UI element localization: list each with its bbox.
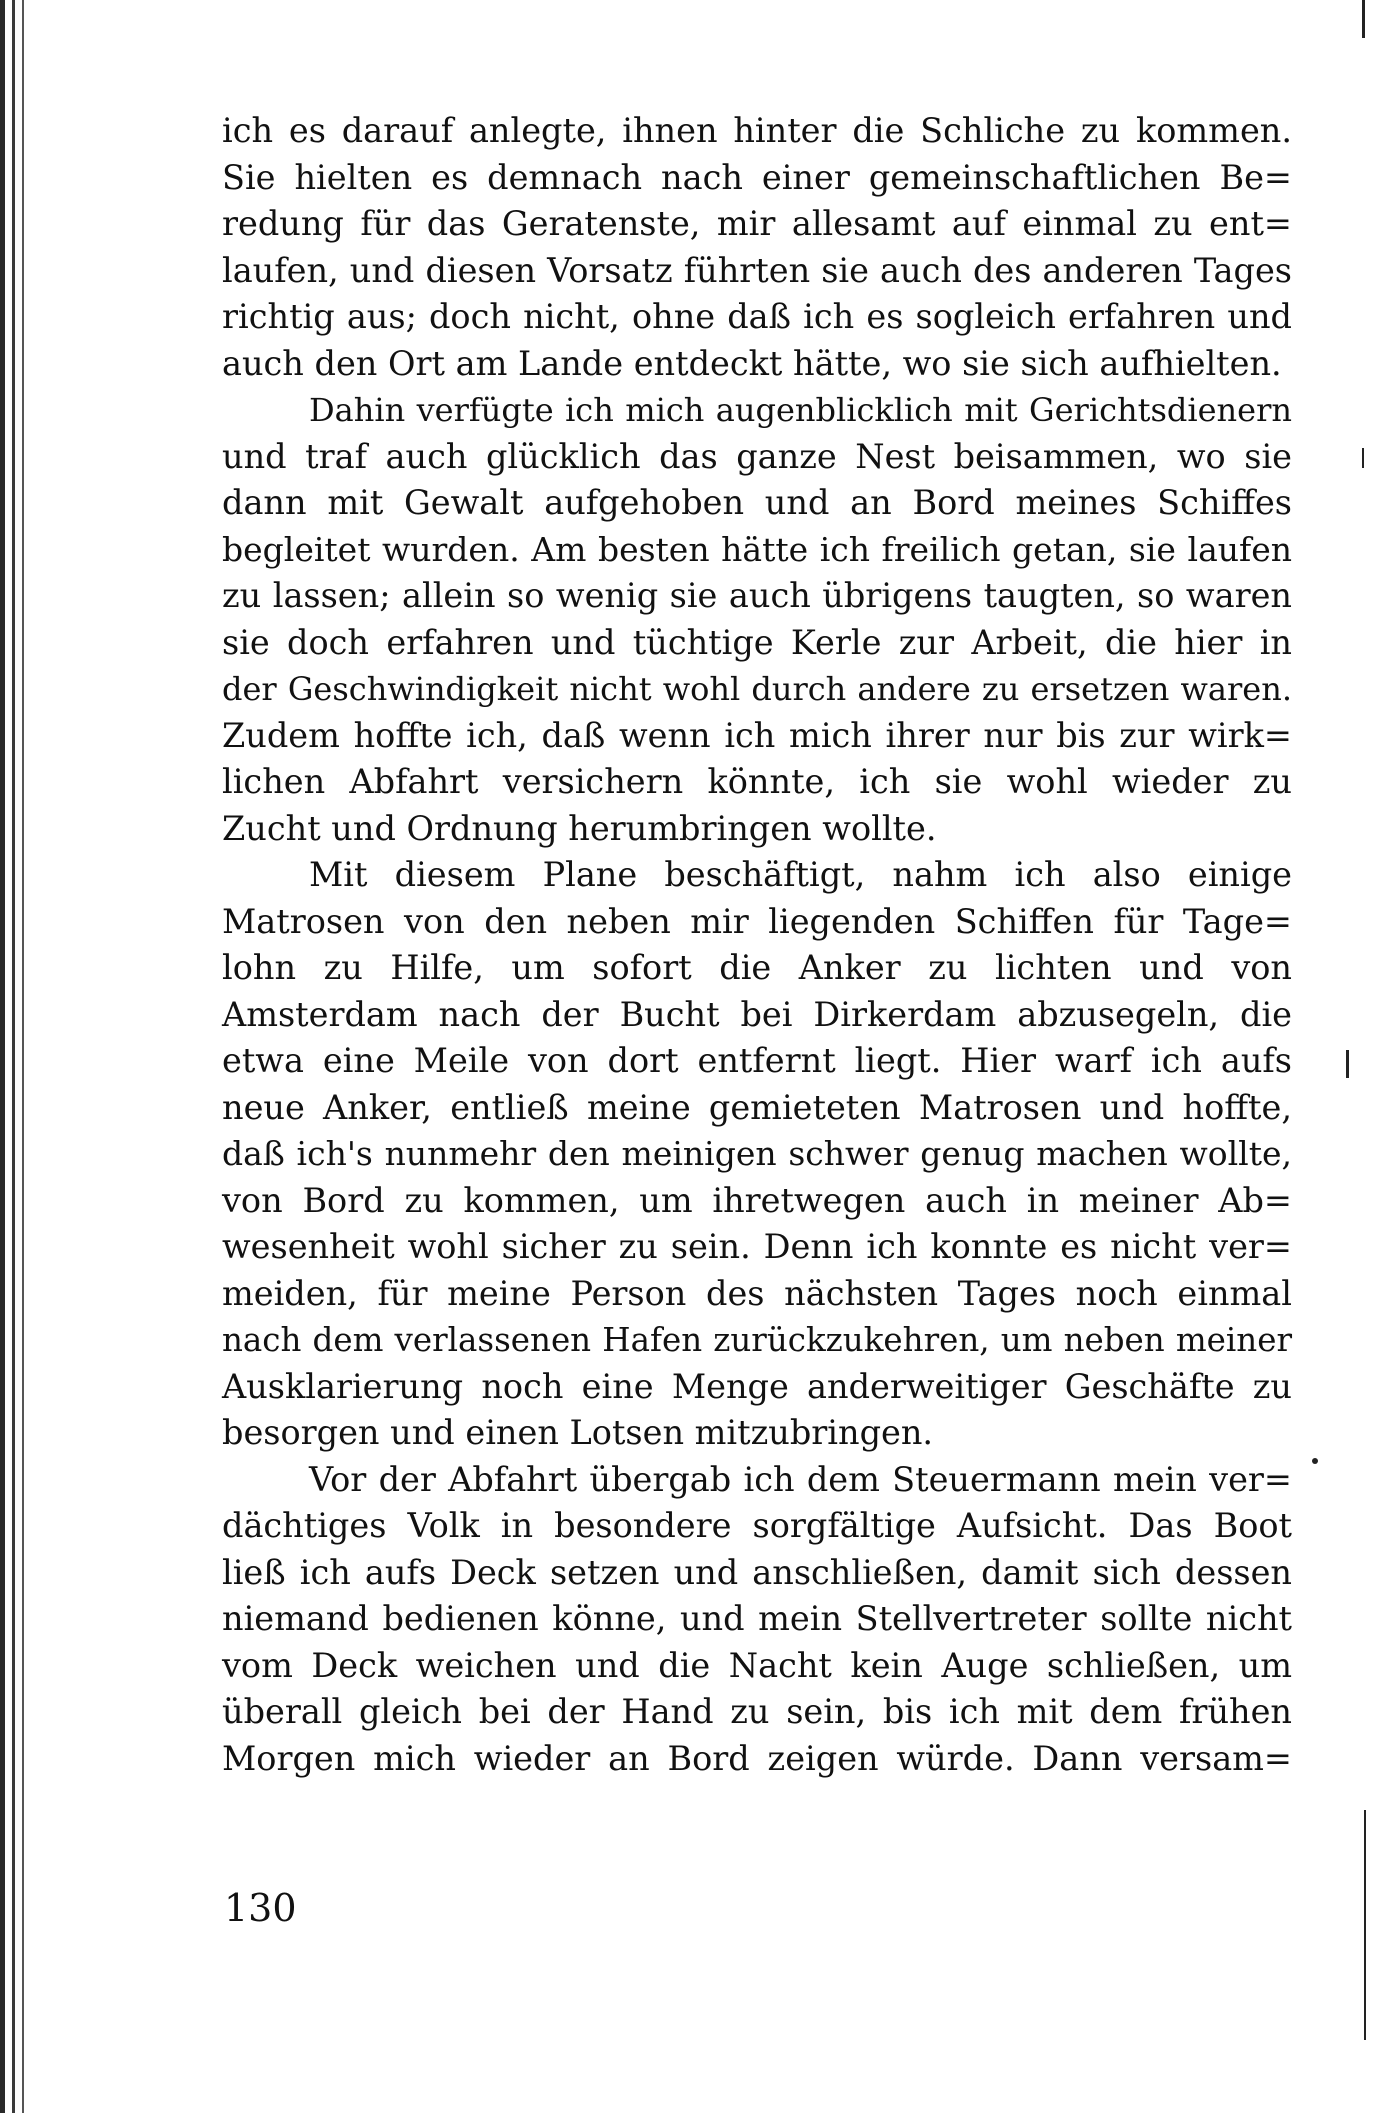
text-line: neue Anker, entließ meine gemieteten Matrosen und hoffte, xyxy=(222,1087,1292,1127)
text-line: und traf auch glücklich das ganze Nest beisammen, wo sie xyxy=(222,436,1292,476)
text-line: von Bord zu kommen, um ihretwegen auch in meiner Ab= xyxy=(222,1180,1292,1220)
text-line: redung für das Geratenste, mir allesamt auf einmal zu ent= xyxy=(222,204,1292,243)
text-line: besorgen und einen Lotsen mitzubringen. xyxy=(222,1413,934,1452)
scan-mark xyxy=(1346,1050,1349,1078)
text-line: nach dem verlassenen Hafen zurückzukehren, um neben meiner xyxy=(222,1321,1292,1359)
text-line: auch den Ort am Lande entdeckt hätte, wo sie sich aufhielten. xyxy=(222,343,1282,383)
text-line: lohn zu Hilfe, um sofort die Anker zu lichten und von xyxy=(222,948,1292,987)
text-line: Mit diesem Plane beschäftigt, nahm ich also einige xyxy=(309,855,1292,894)
text-line: Sie hielten es demnach nach einer gemeinschaftlichen Be= xyxy=(222,157,1292,197)
text-line: dächtiges Volk in besondere sorgfältige Aufsicht. Das Boot xyxy=(222,1506,1292,1545)
text-line: Dahin verfügte ich mich augenblicklich mit Gerichtsdienern xyxy=(309,391,1292,429)
text-line: meiden, für meine Person des nächsten Tages noch einmal xyxy=(222,1273,1292,1313)
text-line: vom Deck weichen und die Nacht kein Auge schließen, um xyxy=(222,1645,1292,1685)
text-line: sie doch erfahren und tüchtige Kerle zur Arbeit, die hier in xyxy=(222,622,1292,662)
scan-mark xyxy=(1312,1458,1318,1464)
text-line: dann mit Gewalt aufgehoben und an Bord meines Schiffes xyxy=(222,483,1292,522)
page-number: 130 xyxy=(224,1886,297,1930)
text-line: Ausklarierung noch eine Menge anderweitiger Geschäfte zu xyxy=(222,1366,1292,1406)
text-line: Amsterdam nach der Bucht bei Dirkerdam abzusegeln, die xyxy=(222,994,1292,1034)
text-line: überall gleich bei der Hand zu sein, bis ich mit dem frühen xyxy=(222,1692,1292,1731)
text-line: Zucht und Ordnung herumbringen wollte. xyxy=(222,808,937,848)
text-line: richtig aus; doch nicht, ohne daß ich es sogleich erfahren und xyxy=(222,297,1292,336)
text-line: etwa eine Meile von dort entfernt liegt. Hier warf ich aufs xyxy=(222,1041,1292,1080)
book-binding-edge xyxy=(0,0,46,2113)
text-line: ich es darauf anlegte, ihnen hinter die Schliche zu kommen. xyxy=(222,111,1292,150)
text-line: lichen Abfahrt versichern könnte, ich sie wohl wieder zu xyxy=(222,762,1292,801)
text-line: begleitet wurden. Am besten hätte ich freilich getan, sie laufen xyxy=(222,529,1292,569)
text-line: wesenheit wohl sicher zu sein. Denn ich konnte es nicht ver= xyxy=(222,1227,1292,1266)
page-body-text xyxy=(222,108,1292,1782)
text-line: Zudem hoffte ich, daß wenn ich mich ihrer nur bis zur wirk= xyxy=(222,715,1292,755)
scan-mark xyxy=(1362,448,1364,468)
text-line: niemand bedienen könne, und mein Stellvertreter sollte nicht xyxy=(222,1599,1292,1638)
text-line: laufen, und diesen Vorsatz führten sie auch des anderen Tages xyxy=(222,250,1292,290)
scan-mark xyxy=(1364,1810,1366,2040)
text-line: Morgen mich wieder an Bord zeigen würde. Dann versam= xyxy=(222,1738,1292,1778)
text-line: Vor der Abfahrt übergab ich dem Steuermann mein ver= xyxy=(309,1459,1292,1499)
text-line: ließ ich aufs Deck setzen und anschließen, damit sich dessen xyxy=(222,1552,1292,1592)
text-line: Matrosen von den neben mir liegenden Schiffen für Tage= xyxy=(222,901,1292,941)
scan-mark xyxy=(1362,0,1365,38)
text-line: der Geschwindigkeit nicht wohl durch andere zu ersetzen waren. xyxy=(222,670,1292,708)
text-line: daß ich's nunmehr den meinigen schwer genug machen wollte, xyxy=(222,1134,1292,1173)
text-line: zu lassen; allein so wenig sie auch übrigens taugten, so waren xyxy=(222,576,1292,615)
